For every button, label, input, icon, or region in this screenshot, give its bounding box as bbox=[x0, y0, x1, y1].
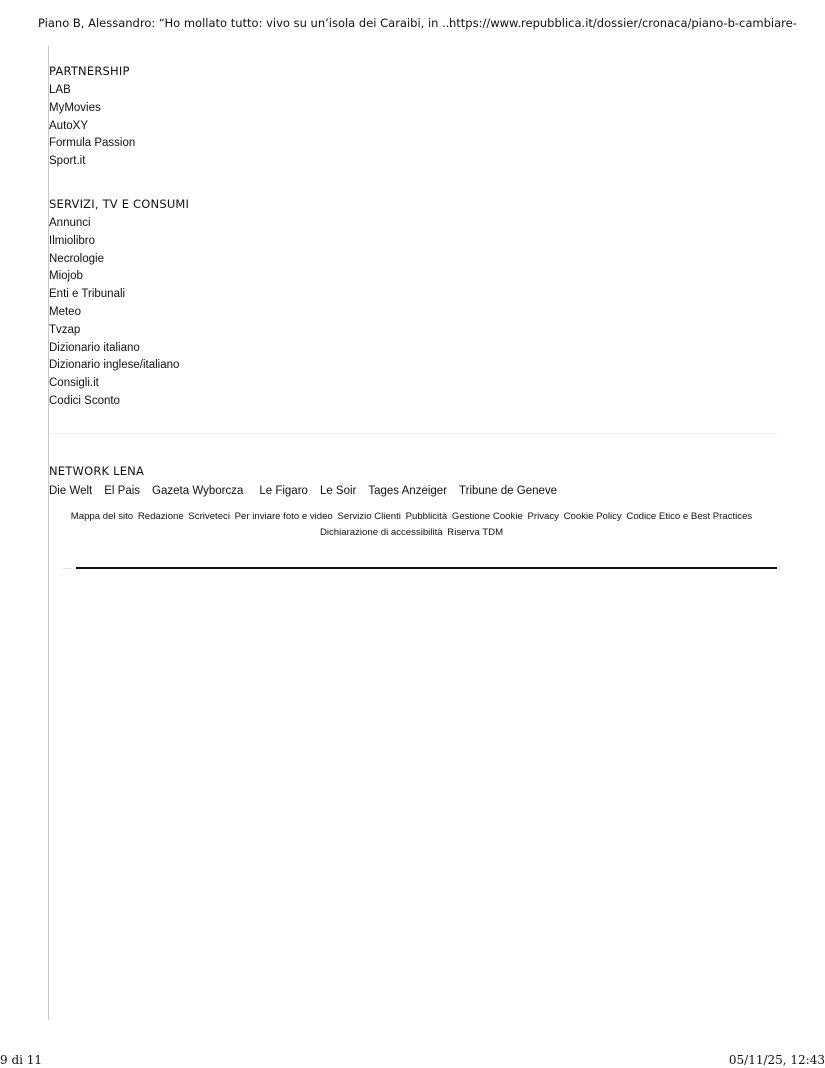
list-item[interactable] bbox=[49, 153, 135, 171]
list-item[interactable] bbox=[49, 393, 179, 411]
network-links bbox=[49, 485, 569, 497]
list-item[interactable] bbox=[49, 82, 135, 100]
network-heading: NETWORK LENA bbox=[49, 464, 145, 478]
servizi-link-meteo[interactable]: Meteo bbox=[49, 305, 81, 318]
print-header-title: Piano B, Alessandro: “Ho mollato tutto: vivo su un’isola dei Caraibi, in ... bbox=[38, 16, 454, 30]
list-item[interactable] bbox=[49, 304, 179, 322]
footer-bar bbox=[76, 567, 777, 569]
footer-link-accessibilita[interactable]: Dichiarazione di accessibilità bbox=[319, 527, 443, 538]
list-item[interactable] bbox=[49, 357, 179, 375]
partnership-list bbox=[49, 82, 135, 171]
print-datetime: 05/11/25, 12:43 bbox=[728, 1053, 825, 1067]
footer-link-scriveteci[interactable]: Scriveteci bbox=[188, 511, 230, 522]
partnership-link-mymovies[interactable]: MyMovies bbox=[49, 101, 101, 114]
partnership-link-sport[interactable]: Sport.it bbox=[49, 155, 86, 168]
servizi-link-enti-tribunali[interactable]: Enti e Tribunali bbox=[49, 288, 126, 301]
partnership-link-autoxy[interactable]: AutoXY bbox=[49, 119, 88, 132]
servizi-link-dizionario-italiano[interactable]: Dizionario italiano bbox=[49, 341, 140, 354]
list-item[interactable] bbox=[49, 118, 135, 136]
network-link-tribune-de-geneve[interactable]: Tribune de Geneve bbox=[459, 485, 558, 497]
list-item[interactable] bbox=[49, 322, 179, 340]
list-item[interactable] bbox=[49, 100, 135, 118]
list-item[interactable] bbox=[49, 286, 179, 304]
footer-bar-stub bbox=[63, 568, 73, 569]
footer-link-privacy[interactable]: Privacy bbox=[527, 511, 559, 522]
footer-link-cookie-policy[interactable]: Cookie Policy bbox=[563, 511, 622, 522]
list-item[interactable] bbox=[49, 215, 179, 233]
list-item[interactable] bbox=[49, 268, 179, 286]
servizi-link-annunci[interactable]: Annunci bbox=[49, 217, 91, 229]
footer-link-inviare-foto-video[interactable]: Per inviare foto e video bbox=[234, 511, 333, 522]
page-number: 9 di 11 bbox=[0, 1053, 43, 1067]
servizi-list bbox=[49, 215, 179, 411]
footer-link-redazione[interactable]: Redazione bbox=[137, 511, 184, 522]
print-header-url: https://www.repubblica.it/dossier/cronaca/piano-b-cambiare- bbox=[449, 16, 797, 30]
footer-link-servizio-clienti[interactable]: Servizio Clienti bbox=[337, 511, 401, 522]
partnership-heading: PARTNERSHIP bbox=[49, 64, 130, 78]
footer-link-mappa-del-sito[interactable]: Mappa del sito bbox=[70, 511, 134, 522]
network-link-tages-anzeiger[interactable]: Tages Anzeiger bbox=[368, 485, 448, 497]
list-item[interactable] bbox=[49, 233, 179, 251]
list-item[interactable] bbox=[49, 375, 179, 393]
footer-links bbox=[49, 509, 774, 541]
servizi-link-miojob[interactable]: Miojob bbox=[49, 270, 83, 283]
servizi-link-codici-sconto[interactable]: Codici Sconto bbox=[49, 394, 120, 407]
network-link-le-soir[interactable]: Le Soir bbox=[319, 485, 357, 497]
partnership-link-lab[interactable]: LAB bbox=[49, 84, 71, 96]
list-item[interactable] bbox=[49, 340, 179, 358]
footer-link-riserva-tdm[interactable]: Riserva TDM bbox=[447, 527, 504, 538]
partnership-link-formula-passion[interactable]: Formula Passion bbox=[49, 137, 136, 150]
footer-link-codice-etico[interactable]: Codice Etico e Best Practices bbox=[626, 511, 753, 522]
list-item[interactable] bbox=[49, 135, 135, 153]
servizi-link-tvzap[interactable]: Tvzap bbox=[49, 323, 81, 336]
section-divider bbox=[49, 433, 777, 434]
network-link-die-welt[interactable]: Die Welt bbox=[49, 485, 93, 497]
servizi-link-dizionario-inglese[interactable]: Dizionario inglese/italiano bbox=[49, 359, 180, 372]
network-link-gazeta-wyborcza[interactable]: Gazeta Wyborcza bbox=[152, 485, 244, 497]
footer-link-gestione-cookie[interactable]: Gestione Cookie bbox=[451, 511, 523, 522]
footer-link-pubblicita[interactable]: Pubblicità bbox=[405, 511, 448, 522]
servizi-link-necrologie[interactable]: Necrologie bbox=[49, 252, 104, 265]
list-item[interactable] bbox=[49, 251, 179, 269]
servizi-link-consigli[interactable]: Consigli.it bbox=[49, 377, 99, 390]
servizi-heading: SERVIZI, TV E CONSUMI bbox=[49, 197, 190, 211]
network-link-el-pais[interactable]: El Pais bbox=[104, 485, 141, 497]
network-link-le-figaro[interactable]: Le Figaro bbox=[259, 485, 308, 497]
servizi-link-ilmiolibro[interactable]: Ilmiolibro bbox=[49, 234, 96, 247]
